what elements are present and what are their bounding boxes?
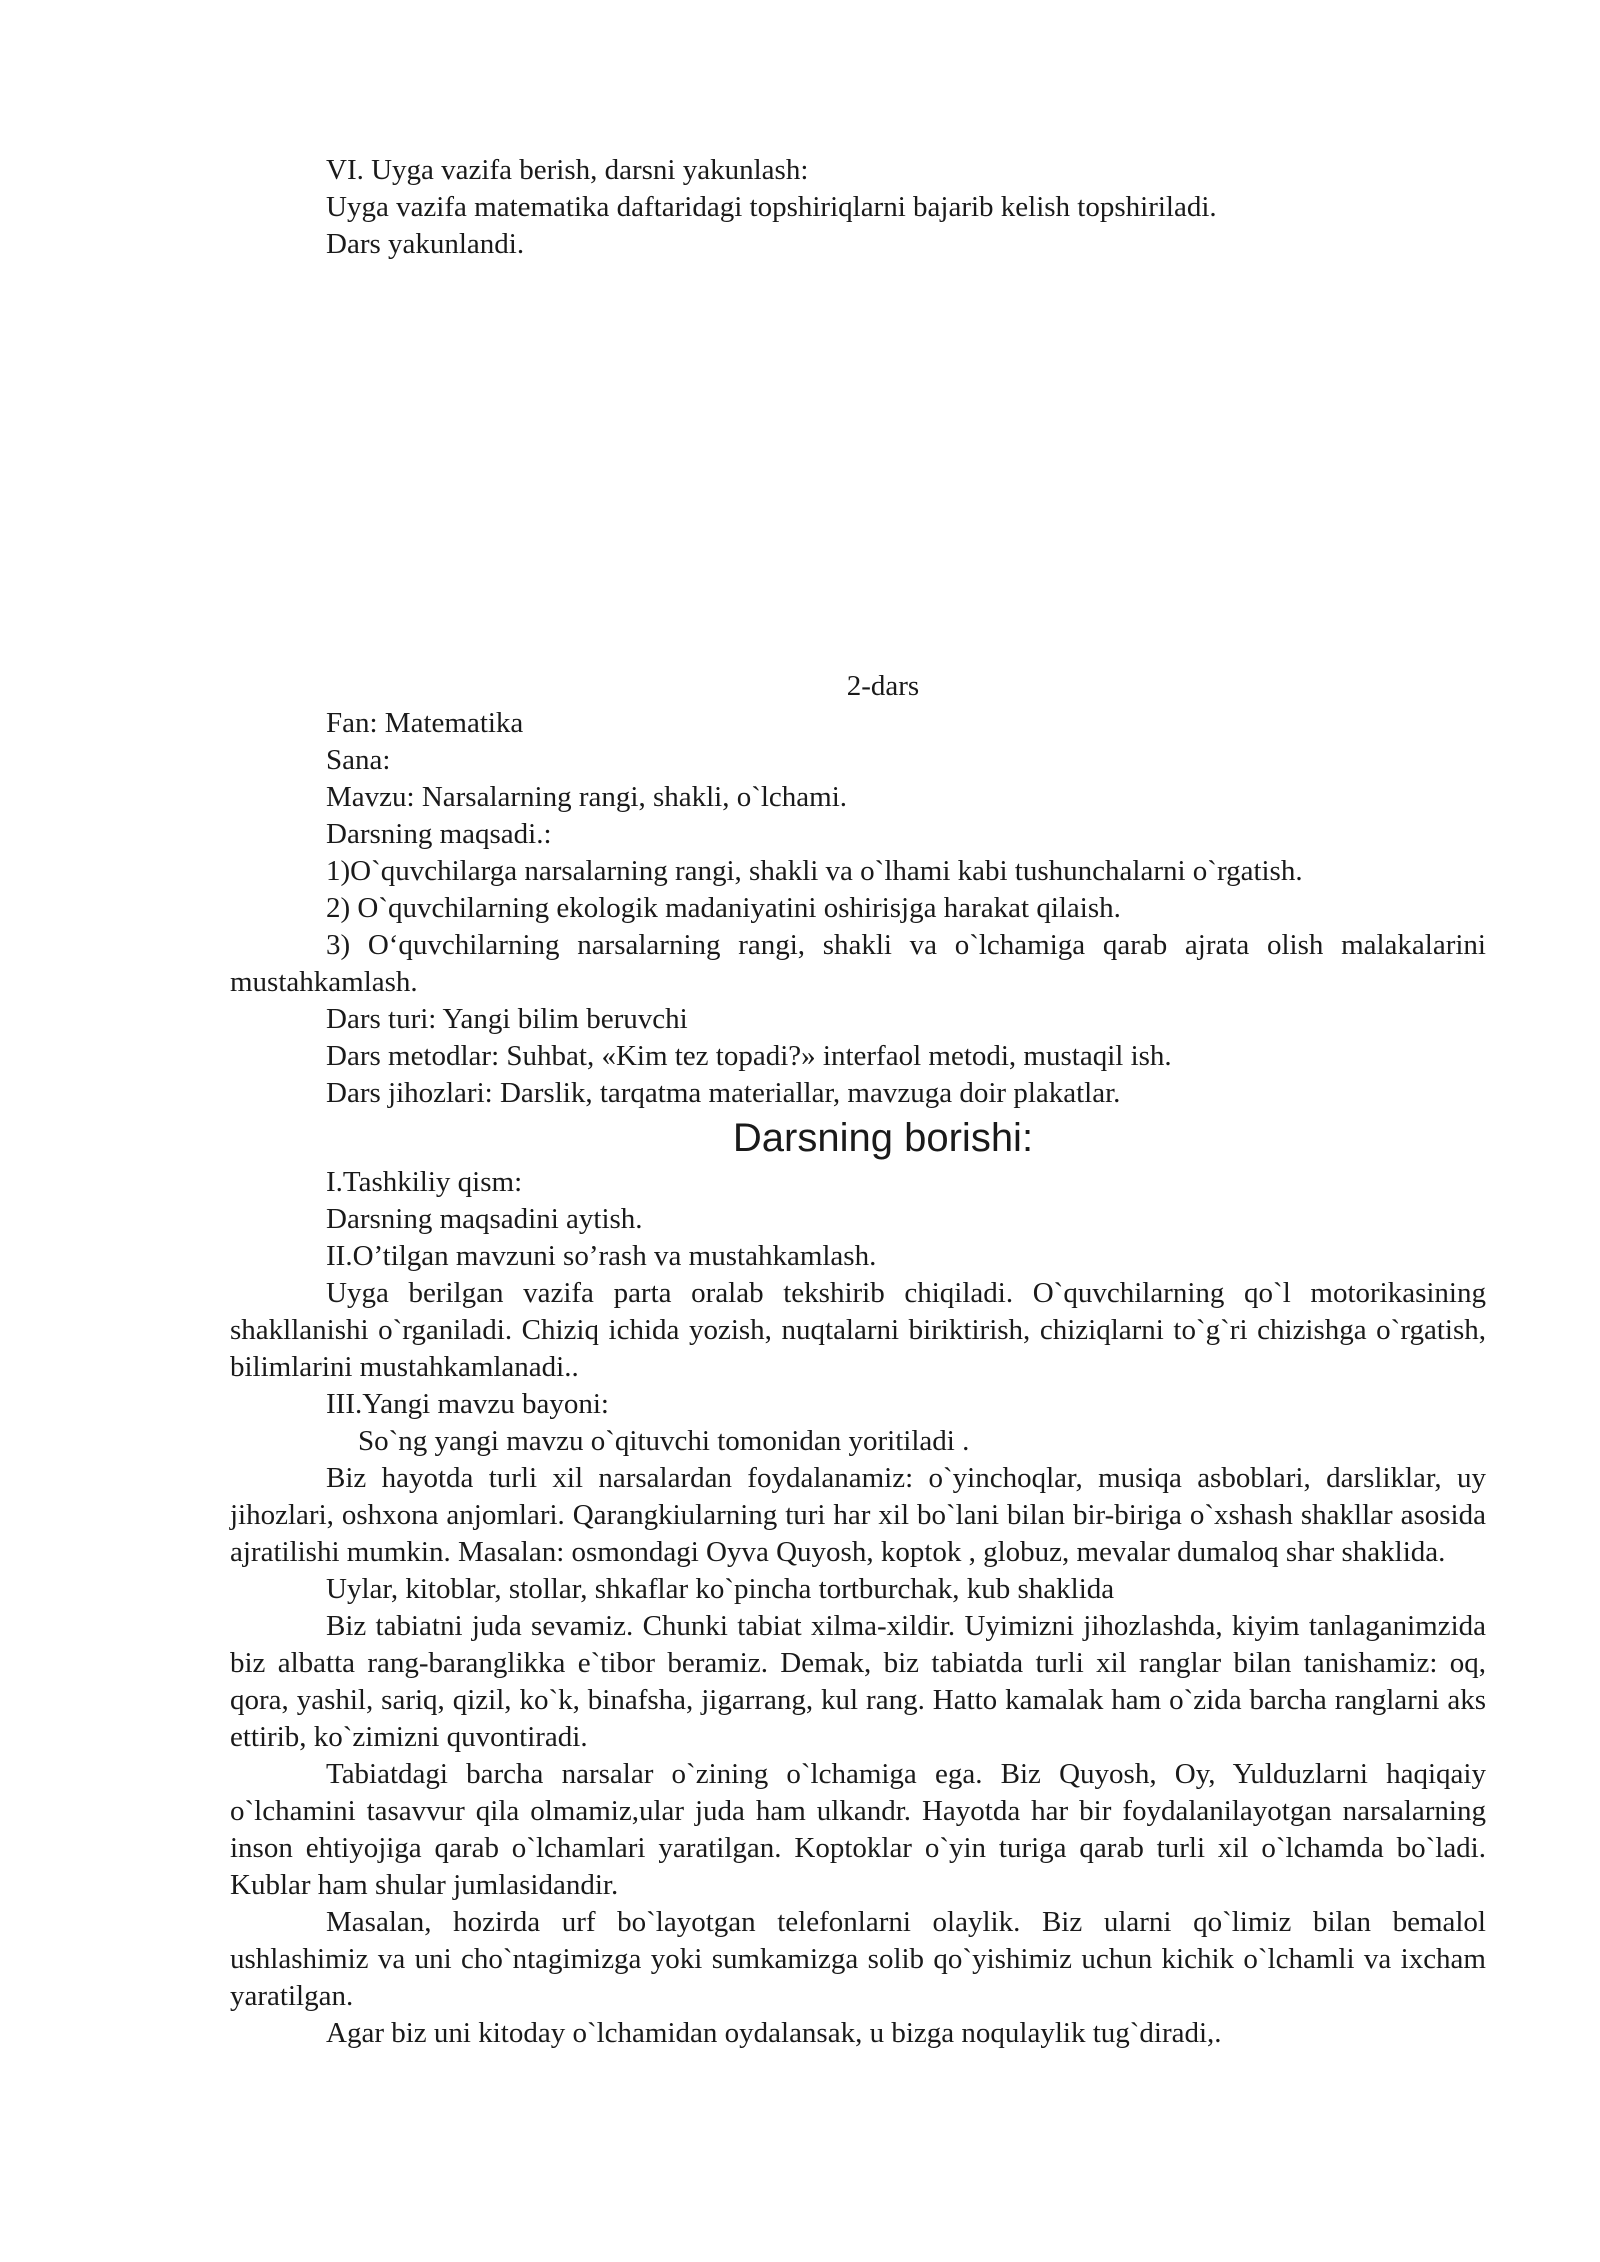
paragraph-shapes: Biz hayotda turli xil narsalardan foydalanamiz: o`yinchoqlar, musiqa asboblari, darsliklar, uy jihozlari, oshxona anjomlari. Qarangkiularning turi har xil bo`lani bilan bir-biriga o`xshash shakllar asosida ajratilishi mumkin. Masalan: osmondagi Oyva Quyosh, koptok , globuz, mevalar dumaloq shar shaklida. [230,1462,1486,1568]
lesson-topic: Mavzu: Narsalarning rangi, shakli, o`lchami. [326,781,848,813]
review-heading: II.O’tilgan mavzuni so’rash va mustahkamlash. [326,1240,877,1272]
lesson-number: 2-dars [846,670,920,702]
paragraph-closing: Agar biz uni kitoday o`lchamidan oydalansak, u bizga noqulaylik tug`diradi,. [326,2017,1222,2049]
lesson-equipment: Dars jihozlari: Darslik, tarqatma materiallar, mavzuga doir plakatlar. [326,1077,1121,1109]
lesson-goal-heading: Darsning maqsadi.: [326,818,552,850]
review-paragraph: Uyga berilgan vazifa parta oralab tekshirib chiqiladi. O`quvchilarning qo`l motorikasining shakllanishi o`rganiladi. Chiziq ichida yozish, nuqtalarni biriktirish, chiziqlarni to`g`ri chizishga o`rgatish, bilimlarini mustahkamlanadi.. [230,1277,1486,1383]
org-part-text: Darsning maqsadini aytish. [326,1203,643,1235]
homework-section [230,152,1486,263]
section-vi-title: VI. Uyga vazifa berish, darsni yakunlash: [326,154,809,186]
lesson-type: Dars turi: Yangi bilim beruvchi [326,1003,688,1035]
lesson-goal-1: 1)O`quvchilarga narsalarning rangi, shakli va o`lhami kabi tushunchalarni o`rgatish. [326,855,1303,887]
lesson-date: Sana: [326,744,391,776]
lesson-subject: Fan: Matematika [326,707,524,739]
lesson-progress-heading: Darsning borishi: [732,1116,1034,1160]
section-vi-closing-text: Dars yakunlandi. [326,228,525,260]
new-topic-intro: So`ng yangi mavzu o`qituvchi tomonidan yoritiladi . [358,1425,970,1457]
paragraph-phones: Masalan, hozirda urf bo`layotgan telefonlarni olaylik. Biz ularni qo`limiz bilan bemalol ushlashimiz va uni cho`ntagimizga yoki sumkamizga solib qo`yishimiz uchun kichik o`lchamli va ixcham yaratilgan. [230,1906,1486,2012]
paragraph-colors: Biz tabiatni juda sevamiz. Chunki tabiat xilma-xildir. Uyimizni jihozlashda, kiyim tanlaganimzida biz albatta rang-baranglikka e`tibor beramiz. Demak, biz tabiatda turli xil ranglar bilan tanishamiz: oq, qora, yashil, sariq, qizil, ko`k, binafsha, jigarrang, kul rang. Hatto kamalak ham o`zida barcha ranglarni aks ettirib, ko`zimizni quvontiradi. [230,1610,1486,1753]
paragraph-sizes: Tabiatdagi barcha narsalar o`zining o`lchamiga ega. Biz Quyosh, Oy, Yulduzlarni haqiqaiy o`lchamini tasavvur qila olmamiz,ular juda ham ulkandr. Hayotda har bir foydalanilayotgan narsalarning inson ehtiyojiga qarab o`lchamlari yaratilgan. Koptoklar o`yin turiga qarab turli xil o`lchamda bo`ladi. Kublar ham shular jumlasidandir. [230,1758,1486,1901]
lesson-2-section [230,668,1486,2052]
lesson-goal-2: 2) O`quvchilarning ekologik madaniyatini oshirisjga harakat qilaish. [326,892,1121,924]
lesson-methods: Dars metodlar: Suhbat, «Kim tez topadi?» interfaol metodi, mustaqil ish. [326,1040,1172,1072]
new-topic-heading: III.Yangi mavzu bayoni: [326,1388,609,1420]
org-part-heading: I.Tashkiliy qism: [326,1166,523,1198]
lesson-goal-3: 3) O‘quvchilarning narsalarning rangi, shakli va o`lchamiga qarab ajrata olish malakalarini mustahkamlash. [230,929,1486,998]
section-vi-homework-text: Uyga vazifa matematika daftaridagi topshiriqlarni bajarib kelish topshiriladi. [326,191,1217,223]
paragraph-rectangles: Uylar, kitoblar, stollar, shkaflar ko`pincha tortburchak, kub shaklida [326,1573,1115,1605]
